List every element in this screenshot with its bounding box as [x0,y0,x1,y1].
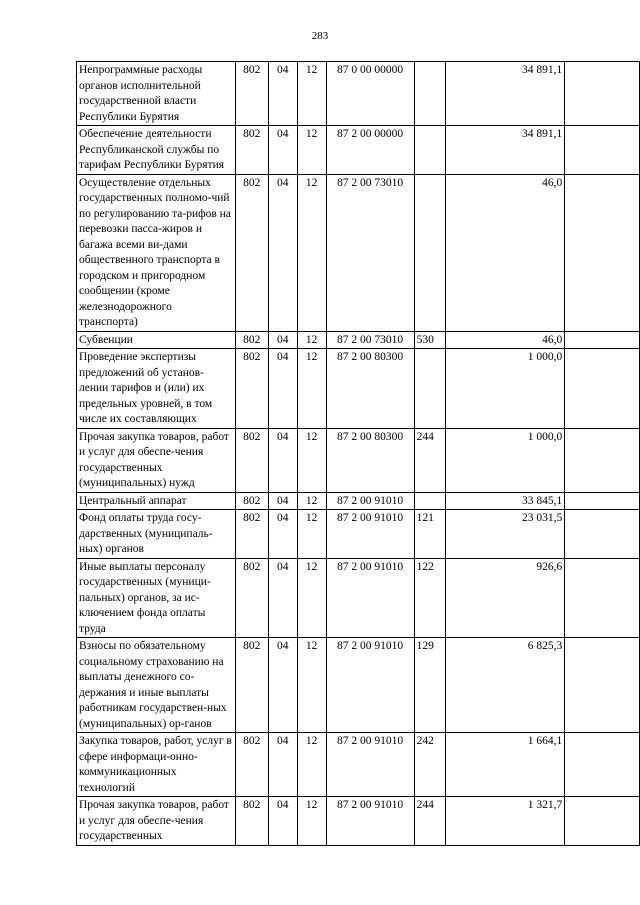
row-subsection: 12 [297,174,326,331]
row-name: Осуществление отдельных государственных полномо-чий по регулированию та-рифов на перевозки пасса-жиров и багажа всеми ви-дами общественного транспорта в городском и пригородном сообщении (кроме железнодорожного транспорта) [77,174,236,331]
row-code: 802 [235,174,268,331]
row-code: 802 [235,331,268,349]
row-empty-cell [565,126,640,175]
row-target: 87 2 00 91010 [326,492,414,510]
row-empty-cell [565,428,640,492]
row-section: 04 [268,349,297,429]
row-name: Фонд оплаты труда госу-дарственных (муниципаль-ных) органов [77,510,236,559]
row-code: 802 [235,126,268,175]
row-subsection: 12 [297,428,326,492]
table-row [77,62,640,126]
row-expense: 244 [414,428,445,492]
row-sum: 1 664,1 [445,733,565,797]
table-row [77,558,640,638]
table-row [77,126,640,175]
row-code: 802 [235,349,268,429]
row-target: 87 2 00 73010 [326,174,414,331]
row-expense [414,126,445,175]
row-expense: 530 [414,331,445,349]
row-sum: 1 000,0 [445,428,565,492]
row-subsection: 12 [297,510,326,559]
table-row [77,174,640,331]
row-empty-cell [565,174,640,331]
row-expense: 121 [414,510,445,559]
row-section: 04 [268,558,297,638]
table-row [77,510,640,559]
row-sum: 1 000,0 [445,349,565,429]
row-target: 87 0 00 00000 [326,62,414,126]
row-expense [414,62,445,126]
table-row [77,733,640,797]
row-target: 87 2 00 91010 [326,638,414,733]
row-sum: 34 891,1 [445,62,565,126]
table-row [77,492,640,510]
row-subsection: 12 [297,638,326,733]
row-section: 04 [268,331,297,349]
row-target: 87 2 00 80300 [326,428,414,492]
row-code: 802 [235,733,268,797]
row-empty-cell [565,733,640,797]
table-row [77,349,640,429]
row-code: 802 [235,62,268,126]
row-expense [414,492,445,510]
row-sum: 46,0 [445,174,565,331]
row-subsection: 12 [297,492,326,510]
row-name: Проведение экспертизы предложений об установ-лении тарифов и (или) их предельных уровней, в том числе их составляющих [77,349,236,429]
row-name: Обеспечение деятельности Республиканской службы по тарифам Республики Бурятия [77,126,236,175]
row-section: 04 [268,797,297,846]
row-sum: 34 891,1 [445,126,565,175]
row-sum: 6 825,3 [445,638,565,733]
row-section: 04 [268,126,297,175]
row-name: Непрограммные расходы органов исполнительной государственной власти Республики Бурятия [77,62,236,126]
row-name: Иные выплаты персоналу государственных (муници-пальных) органов, за ис-ключением фонда оплаты труда [77,558,236,638]
row-empty-cell [565,797,640,846]
row-section: 04 [268,428,297,492]
row-target: 87 2 00 91010 [326,558,414,638]
row-name: Центральный аппарат [77,492,236,510]
row-subsection: 12 [297,797,326,846]
table-row [77,428,640,492]
table-row [77,331,640,349]
row-expense [414,349,445,429]
row-target: 87 2 00 91010 [326,510,414,559]
row-subsection: 12 [297,126,326,175]
row-expense: 122 [414,558,445,638]
table-row [77,638,640,733]
budget-table-body [77,62,640,846]
row-empty-cell [565,510,640,559]
row-section: 04 [268,638,297,733]
row-code: 802 [235,428,268,492]
budget-table [76,61,640,846]
row-expense [414,174,445,331]
row-code: 802 [235,492,268,510]
row-empty-cell [565,62,640,126]
row-target: 87 2 00 80300 [326,349,414,429]
row-target: 87 2 00 91010 [326,733,414,797]
row-subsection: 12 [297,331,326,349]
row-code: 802 [235,510,268,559]
row-expense: 129 [414,638,445,733]
row-section: 04 [268,733,297,797]
table-row [77,797,640,846]
row-section: 04 [268,510,297,559]
row-empty-cell [565,331,640,349]
row-name: Прочая закупка товаров, работ и услуг для обеспе-чения государственных (муниципальных) нужд [77,428,236,492]
row-subsection: 12 [297,349,326,429]
row-empty-cell [565,492,640,510]
row-code: 802 [235,797,268,846]
row-target: 87 2 00 00000 [326,126,414,175]
row-subsection: 12 [297,733,326,797]
row-target: 87 2 00 73010 [326,331,414,349]
row-target: 87 2 00 91010 [326,797,414,846]
row-name: Прочая закупка товаров, работ и услуг для обеспе-чения государственных [77,797,236,846]
row-name: Взносы по обязательному социальному страхованию на выплаты денежного со-держания и иные выплаты работникам государствен-ных (муниципальных) ор-ганов [77,638,236,733]
row-section: 04 [268,492,297,510]
row-sum: 46,0 [445,331,565,349]
row-subsection: 12 [297,558,326,638]
row-sum: 1 321,7 [445,797,565,846]
row-subsection: 12 [297,62,326,126]
row-empty-cell [565,638,640,733]
row-code: 802 [235,558,268,638]
row-expense: 244 [414,797,445,846]
row-sum: 926,6 [445,558,565,638]
row-expense: 242 [414,733,445,797]
row-name: Закупка товаров, работ, услуг в сфере информаци-онно-коммуникационных технологий [77,733,236,797]
row-sum: 23 031,5 [445,510,565,559]
row-name: Субвенции [77,331,236,349]
row-section: 04 [268,174,297,331]
row-code: 802 [235,638,268,733]
row-section: 04 [268,62,297,126]
row-sum: 33 845,1 [445,492,565,510]
row-empty-cell [565,349,640,429]
row-empty-cell [565,558,640,638]
page-number: 283 [311,30,329,42]
